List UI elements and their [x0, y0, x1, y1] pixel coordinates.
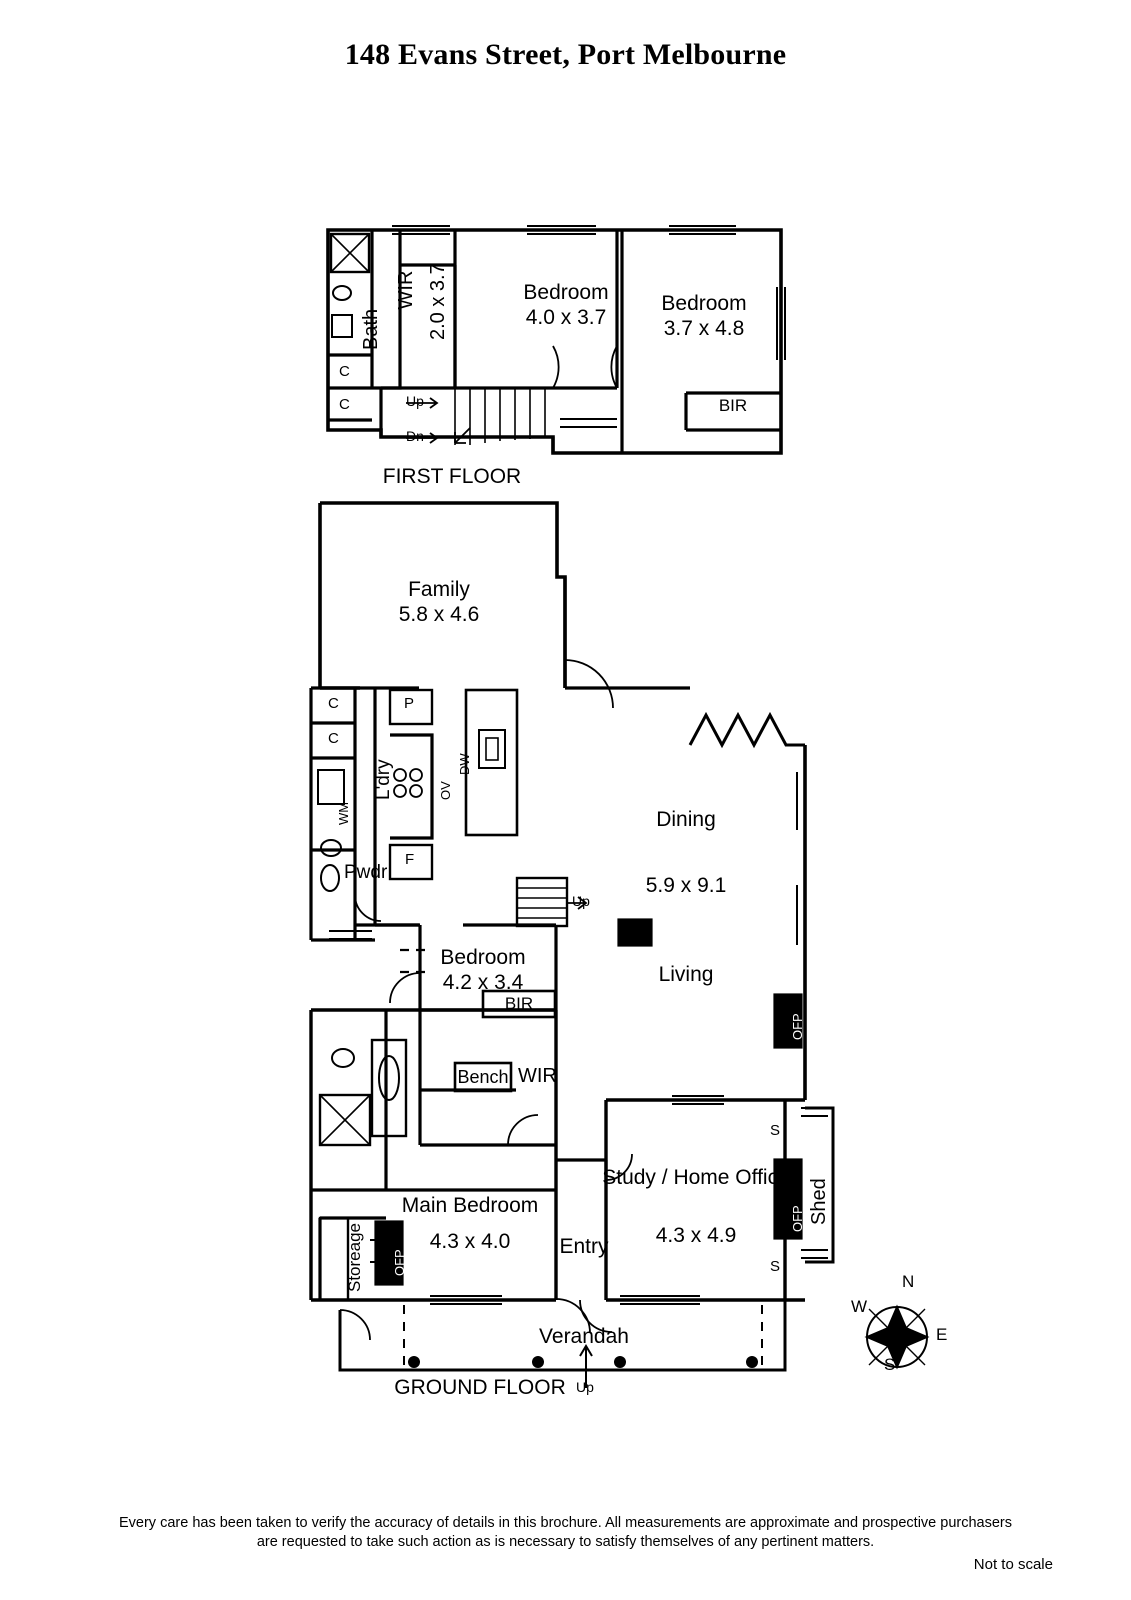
tag-dn-first: Dn	[406, 428, 424, 444]
room-dims-wir-first: 2.0 x 3.7	[427, 263, 449, 340]
tag-bir-ground: BIR	[504, 994, 534, 1013]
room-dims-family: 5.8 x 4.6	[398, 603, 480, 626]
tag-dw: DW	[457, 753, 472, 775]
tag-ofp-main: OFP	[392, 1249, 407, 1276]
compass-south-label: S	[884, 1355, 896, 1374]
room-label-family: Family	[408, 578, 470, 601]
room-label-verandah: Verandah	[539, 1325, 629, 1348]
page-title: 148 Evans Street, Port Melbourne	[344, 38, 787, 71]
tag-up-ground-stairs: Up	[572, 893, 590, 909]
room-label-entry: Entry	[559, 1235, 609, 1258]
room-dims-study: 4.3 x 4.9	[655, 1224, 737, 1247]
tag-up-first: Up	[406, 393, 424, 409]
room-label-laundry: L'dry	[373, 759, 394, 800]
room-label-powder: Pwdr	[344, 862, 388, 883]
room-label-bedroom-1: Bedroom	[523, 281, 609, 304]
tag-ov: OV	[438, 781, 453, 800]
tag-wm: WM	[336, 801, 351, 825]
floor-label-first: FIRST FLOOR	[382, 465, 522, 488]
disclaimer-line-2: are requested to take such action as is necessary to satisfy themselves of any pertinent matters.	[256, 1534, 875, 1550]
tag-c-ground-1: C	[328, 695, 339, 712]
tag-s-2: S	[770, 1258, 781, 1275]
room-label-main-bedroom	[402, 1194, 539, 1218]
room-label-shed: Shed	[808, 1178, 830, 1225]
tag-ofp-study: OFP	[790, 1205, 805, 1232]
tag-c-first-2: C	[339, 396, 350, 413]
tag-ofp-living: OFP	[790, 1013, 805, 1040]
room-label-living: Living	[658, 963, 714, 986]
floor-label-ground: GROUND FLOOR	[394, 1376, 566, 1399]
room-label-bedroom-2: Bedroom	[661, 292, 747, 315]
disclaimer-line-1: Every care has been taken to verify the accuracy of details in this brochure. All measurements are approximate and prospective purchasers	[118, 1515, 1012, 1531]
compass-west-label: W	[851, 1297, 868, 1316]
tag-s-1: S	[770, 1122, 781, 1139]
room-label-wir-ground: WIR	[518, 1065, 557, 1087]
room-label-study: Study / Home Office	[602, 1166, 790, 1189]
tag-p-ground: P	[404, 695, 415, 712]
room-dims-bedroom-ground: 4.2 x 3.4	[442, 971, 524, 994]
not-to-scale-note: Not to scale	[973, 1556, 1053, 1573]
tag-c-ground-2: C	[328, 730, 339, 747]
room-dims-dining: 5.9 x 9.1	[645, 874, 727, 897]
room-label-bedroom-ground: Bedroom	[440, 946, 526, 969]
room-dims-main-bedroom: 4.3 x 4.0	[429, 1230, 511, 1253]
compass-east-label: E	[936, 1325, 948, 1344]
tag-bir-first: BIR	[718, 396, 748, 415]
tag-c-first-1: C	[339, 363, 350, 380]
room-dims-bedroom-1: 4.0 x 3.7	[525, 306, 607, 329]
tag-bench: Bench	[457, 1067, 509, 1087]
tag-up-verandah: Up	[576, 1379, 594, 1395]
room-dims-bedroom-2: 3.7 x 4.8	[663, 317, 745, 340]
room-label-storeage: Storeage	[345, 1223, 364, 1292]
room-label-bath-first: Bath	[360, 308, 382, 350]
tag-f-ground: F	[405, 851, 415, 868]
main-bedroom-name: Main Bedroom	[401, 1194, 539, 1217]
compass-north-label: N	[902, 1272, 915, 1291]
room-label-dining: Dining	[656, 808, 716, 831]
room-label-wir-first: WIR	[395, 270, 417, 310]
